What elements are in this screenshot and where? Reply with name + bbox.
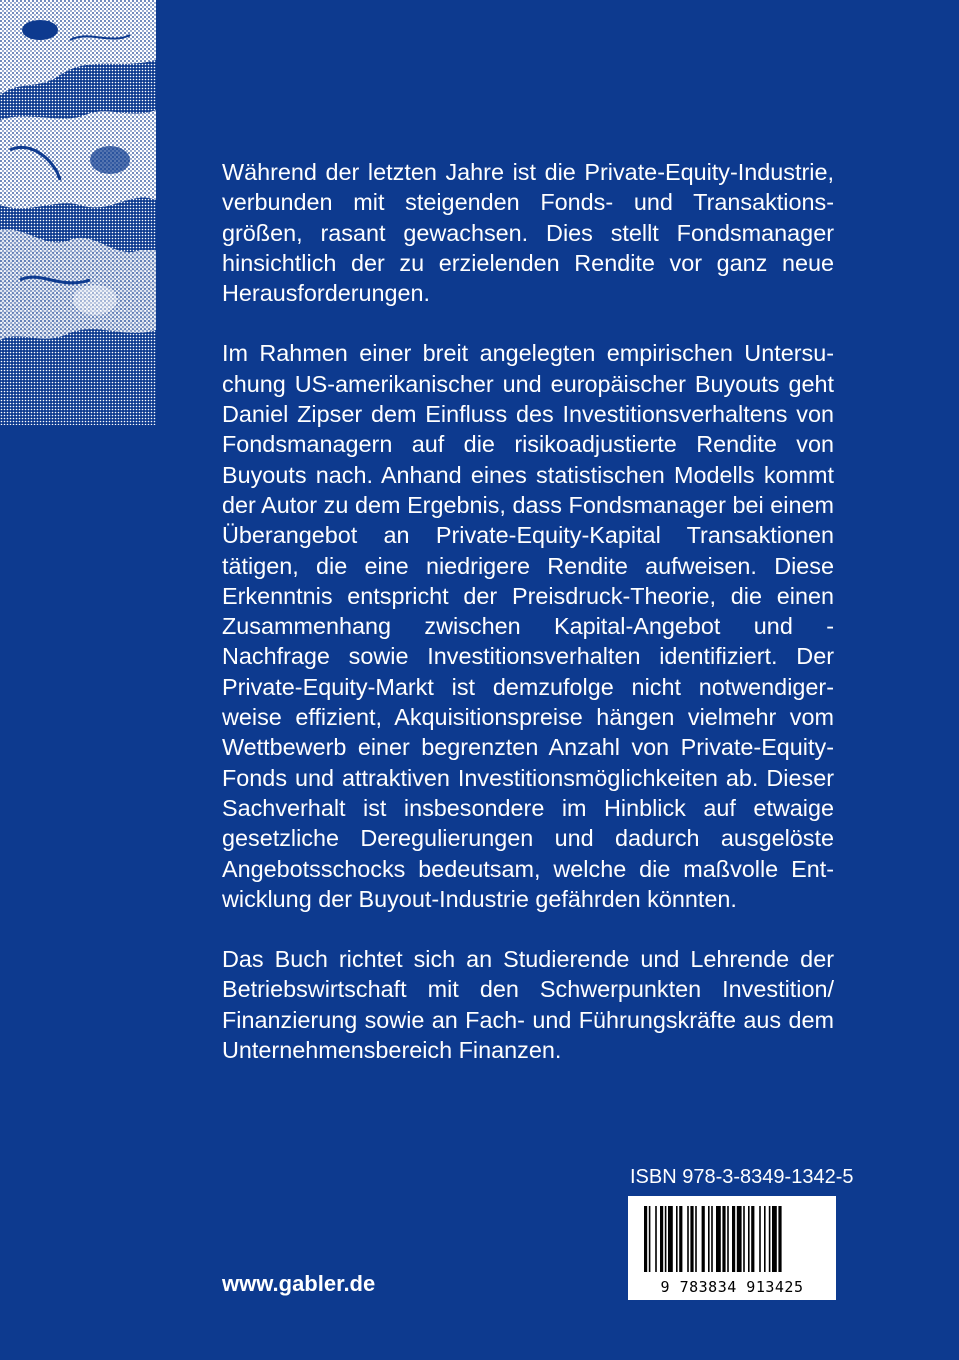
barcode-bar — [769, 1206, 771, 1272]
barcode-bar — [778, 1206, 781, 1272]
barcode-digits: 9 783834 913425 — [660, 1278, 804, 1296]
barcode-bar — [695, 1206, 697, 1272]
barcode-bar — [772, 1206, 777, 1272]
barcode-bar — [737, 1206, 742, 1272]
barcode-bar — [711, 1206, 713, 1272]
barcode-bar — [676, 1206, 678, 1272]
paragraph-audience: Das Buch richtet sich an Studierende und Lehrende der Betriebswirtschaft mit den Schwerpunkten Investition/ Finanzierung sowie an Fach- und Führungskräfte aus dem Unternehmensbereich Finanzen. — [222, 946, 834, 1064]
barcode-bar — [668, 1206, 673, 1272]
barcode-bar — [702, 1206, 705, 1272]
barcode-bar — [655, 1206, 657, 1272]
barcode-bar — [751, 1206, 754, 1272]
barcode-bar — [690, 1206, 693, 1272]
paragraph-study: Im Rahmen einer breit angelegten empirischen Untersuchung US-amerikanischer und europäischer Buyouts geht Daniel Zipser dem Einfluss des Investitionsverhaltens von Fondsmanagern auf die risikoadjustierte Rendite von Buyouts nach. Anhand eines statistischen Modells kommt der Autor zu dem Ergebnis, dass Fondsmanager bei einem Überangebot an Private-Equity-Kapital Transaktionen tätigen, die eine niedrigere Rendite aufweisen. Diese Erkenntnis entspricht der Preisdruck-Theorie, die einen Zusammenhang zwischen Kapital-Angebot und -Nachfrage sowie Investitionsverhalten identifiziert. Der Private-Equity-Markt ist demzufolge nicht notwendigerweise effizient, Akquisitionspreise hängen vielmehr vom Wettbewerb einer begrenzten Anzahl von Private-Equity-Fonds und attraktiven Investitionsmöglichkeiten ab. Dieser Sachverhalt ist insbesondere im Hinblick auf etwaige gesetzliche Deregulierungen und dadurch ausgelöste Angebotsschocks bedeutsam, welche die maßvolle Entwicklung der Buyout-Industrie gefährden könnten. — [222, 340, 834, 912]
barcode-bar — [764, 1206, 766, 1272]
barcode-bar — [748, 1206, 750, 1272]
barcode-bar — [687, 1206, 689, 1272]
barcode — [628, 1196, 836, 1300]
barcode-bar — [716, 1206, 721, 1272]
isbn-label: ISBN 978-3-8349-1342-5 — [630, 1166, 854, 1188]
barcode-bar — [732, 1206, 735, 1272]
barcode-bar — [665, 1206, 667, 1272]
paragraph-intro: Während der letzten Jahre ist die Private-Equity-Industrie, verbunden mit steigenden Fonds- und Transaktionsgrößen, rasant gewachsen. Dies stellt Fondsmanager hinsichtlich der zu erzielenden Rendite vor ganz neue Herausforderungen. — [222, 159, 834, 307]
barcode-bar — [727, 1206, 729, 1272]
barcode-bar — [743, 1206, 745, 1272]
globe-illustration — [0, 0, 156, 425]
publisher-website: www.gabler.de — [222, 1271, 376, 1296]
barcode-bars — [628, 1196, 836, 1276]
barcode-bar — [649, 1206, 651, 1272]
barcode-bar — [722, 1206, 725, 1272]
blurb-text — [222, 157, 834, 1095]
barcode-bar — [759, 1206, 761, 1272]
barcode-bar — [708, 1206, 710, 1272]
barcode-bar — [644, 1206, 647, 1272]
barcode-bar — [660, 1206, 663, 1272]
barcode-bar — [679, 1206, 682, 1272]
